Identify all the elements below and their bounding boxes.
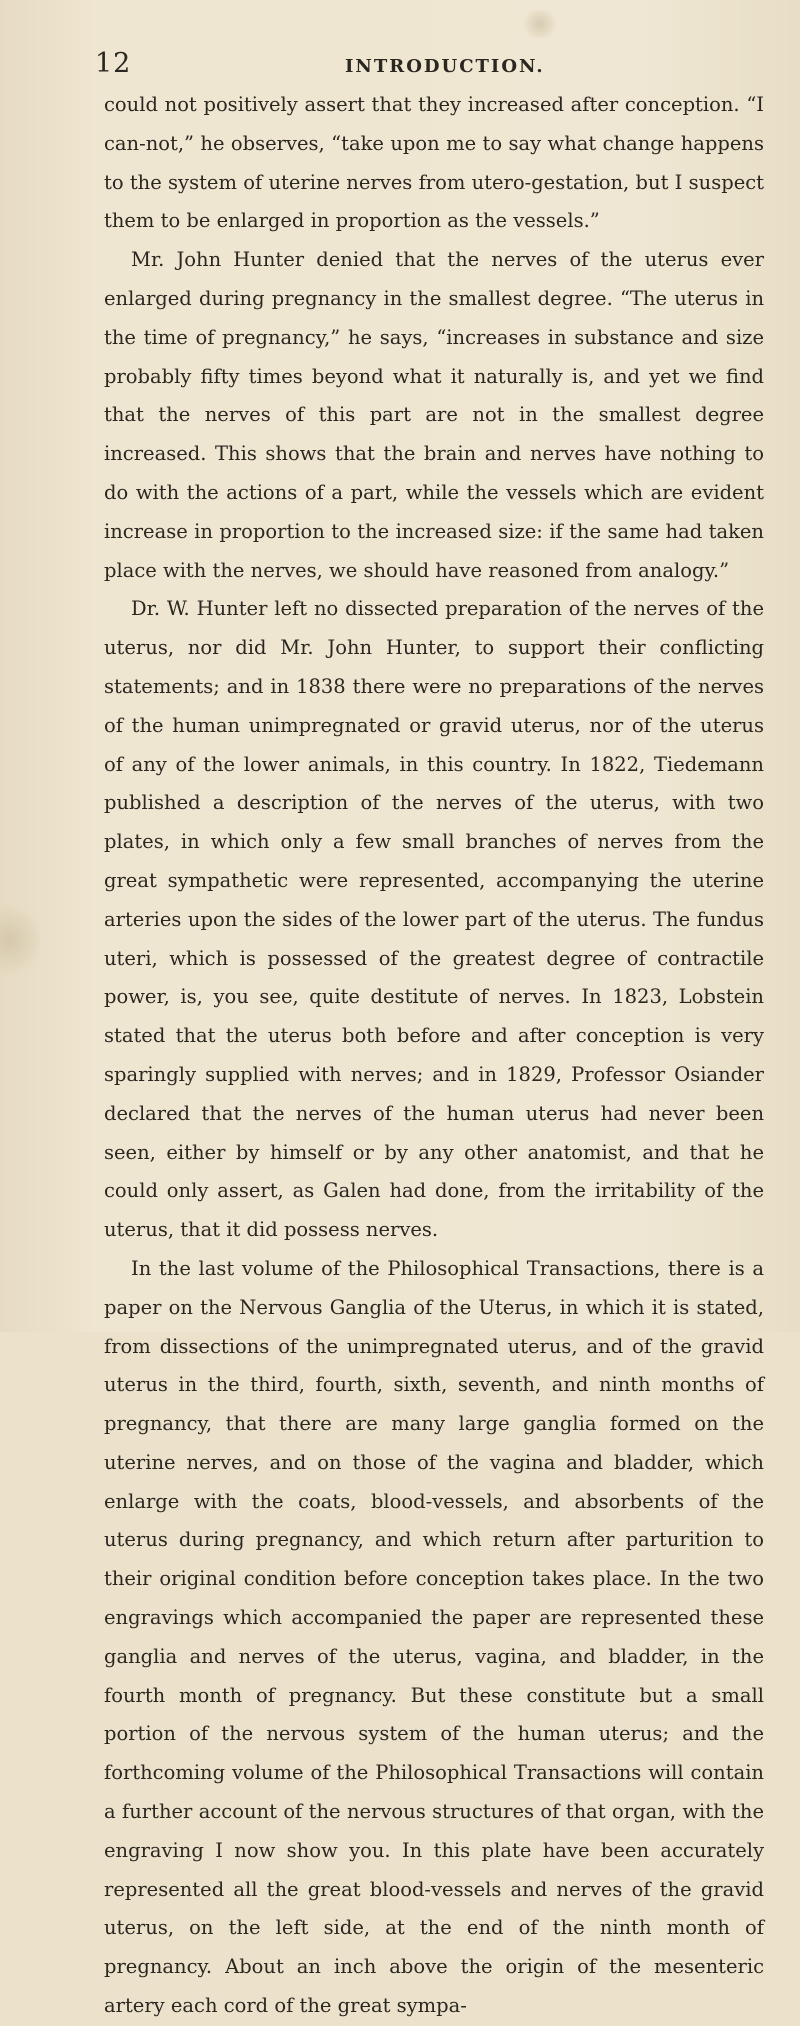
paragraph: Mr. John Hunter denied that the nerves of the uterus ever enlarged during pregnancy in the smallest degree. “The uterus in the time of pregnancy,” he says, “increases in substance and size probably fifty times beyond what it naturally is, and yet we find that the nerves of this part are not in the smallest degree increased. This shows that the brain and nerves have nothing to do with the actions of a part, while the vessels which are evident increase in proportion to the increased size: if the same had taken place with the nerves, we should have reasoned from analogy.” [104,248,764,582]
paragraph: In the last volume of the Philosophical Transactions, there is a paper on the Nervous Ganglia of the Uterus, in which it is stated, from dissections of the unimpregnated uterus, and of the gravid uterus in the third, fourth, sixth, seventh, and ninth months of pregnancy, that there are many large ganglia formed on the uterine nerves, and on those of the vagina and bladder, which enlarge with the coats, blood-vessels, and absorbents of the uterus during pregnancy, and which return after parturition to their original condition before conception takes place. In the two engravings which accompanied the paper are represented these ganglia and nerves of the uterus, vagina, and bladder, in the fourth month of pregnancy. But these constitute but a small portion of the nervous system of the human uterus; and the forthcoming volume of the Philosophical Transactions will contain a further account of the nervous structures of that organ, with the engraving I now show you. In this plate have been accurately represented all the great blood-vessels and nerves of the gravid uterus, on the left side, at the end of the ninth month of pregnancy. About an inch above the origin of the mesenteric artery each cord of the great sympa- [104,1256,764,2018]
paper-stain [520,10,560,38]
body-text [104,86,764,2026]
page-number: 12 [95,48,132,79]
page-header [95,48,755,82]
paragraph: could not positively assert that they increased after conception. “I can-not,” he observes, “take upon me to say what change happens to the system of uterine nerves from utero-gestation, but I suspect them to be enlarged in proportion as the vessels.” [104,93,764,233]
paragraph: Dr. W. Hunter left no dissected preparation of the nerves of the uterus, nor did Mr. John Hunter, to support their conflicting statements; and in 1838 there were no preparations of the nerves of the human unimpregnated or gravid uterus, nor of the uterus of any of the lower animals, in this country. In 1822, Tiedemann published a description of the nerves of the uterus, with two plates, in which only a few small branches of nerves from the great sympathetic were represented, accompanying the uterine arteries upon the sides of the lower part of the uterus. The fundus uteri, which is possessed of the greatest degree of contractile power, is, you see, quite destitute of nerves. In 1823, Lobstein stated that the uterus both before and after conception is very sparingly supplied with nerves; and in 1829, Professor Osiander declared that the nerves of the human uterus had never been seen, either by himself or by any other anatomist, and that he could only assert, as Galen had done, from the irritability of the uterus, that it did possess nerves. [104,597,764,1242]
running-title: INTRODUCTION. [345,56,545,77]
paper-stain [0,900,40,980]
